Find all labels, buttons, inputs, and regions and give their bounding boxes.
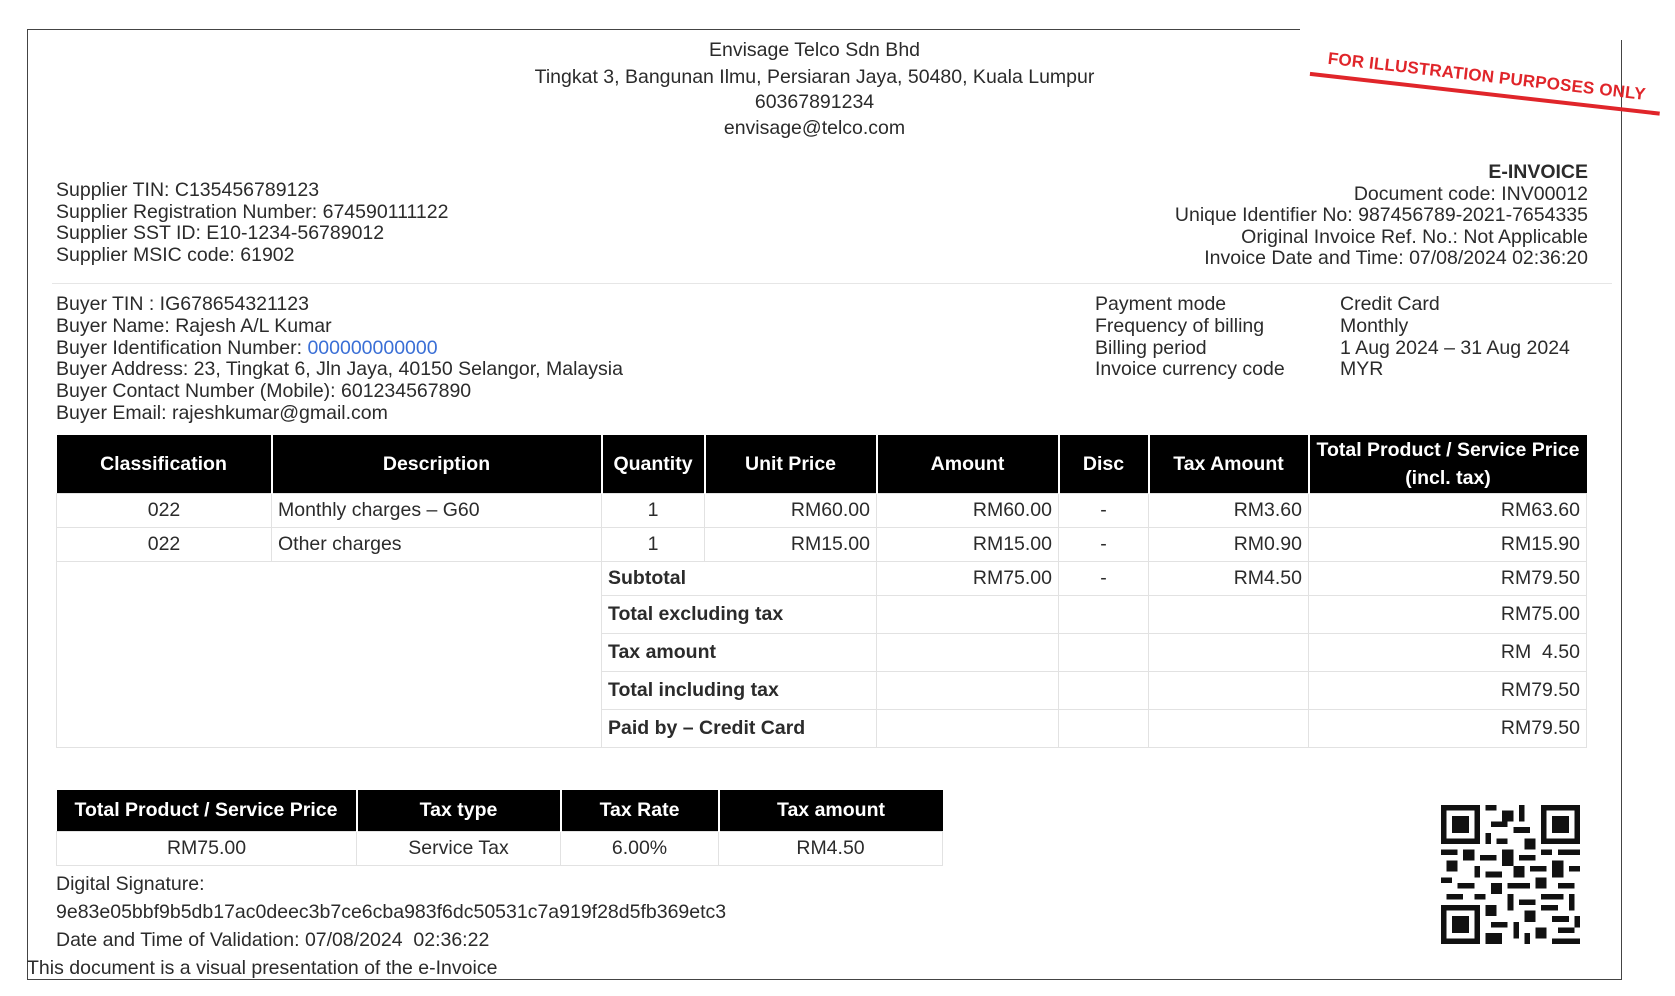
empty-cell <box>1149 634 1309 672</box>
invoice-meta <box>1175 162 1588 270</box>
empty-cell <box>877 672 1059 710</box>
summary-label: Total excluding tax <box>602 596 877 634</box>
table-row <box>57 494 1587 528</box>
empty-cell <box>1149 672 1309 710</box>
subtotal-disc: - <box>1059 562 1149 596</box>
cell-total: RM63.60 <box>1309 494 1587 528</box>
payment-row <box>1095 338 1570 360</box>
invoice-title: E-INVOICE <box>1488 161 1588 183</box>
summary-label: Paid by – Credit Card <box>602 710 877 748</box>
cell-total: RM15.90 <box>1309 528 1587 562</box>
company-name: Envisage Telco Sdn Bhd <box>708 39 921 61</box>
tax-col-header: Tax type <box>357 790 561 832</box>
empty-cell <box>877 634 1059 672</box>
summary-value: RM 4.50 <box>1309 634 1587 672</box>
summary-label: Tax amount <box>602 634 877 672</box>
payment-label: Invoice currency code <box>1095 358 1285 381</box>
cell-disc: - <box>1059 528 1149 562</box>
tax-cell-price: RM75.00 <box>57 832 357 866</box>
payment-label: Billing period <box>1095 336 1207 359</box>
unique-identifier: Unique Identifier No: 987456789-2021-7654335 <box>1174 204 1588 226</box>
cell-classification: 022 <box>57 494 272 528</box>
empty-cell <box>1149 596 1309 634</box>
illustration-stamp: FOR ILLUSTRATION PURPOSES ONLY <box>1310 47 1663 116</box>
cell-unit-price: RM15.00 <box>705 528 877 562</box>
buyer-email: Buyer Email: rajeshkumar@gmail.com <box>56 401 388 424</box>
empty-cell <box>1059 710 1149 748</box>
blank-area <box>57 562 602 748</box>
tax-col-header: Total Product / Service Price <box>57 790 357 832</box>
cell-quantity: 1 <box>602 494 705 528</box>
supplier-tin: Supplier TIN: C135456789123 <box>56 179 320 201</box>
invoice-datetime: Invoice Date and Time: 07/08/2024 02:36:20 <box>1204 247 1588 269</box>
supplier-registration: Supplier Registration Number: 674590111122 <box>56 200 449 223</box>
document-code: Document code: INV00012 <box>1353 182 1588 205</box>
buyer-id-link[interactable]: 000000000000 <box>307 336 438 359</box>
signature-value: 9e83e05bbf9b5db17ac0deec3b7ce6cba983f6dc50531c7a919f28d5fb369etc3 <box>56 901 727 923</box>
empty-cell <box>877 596 1059 634</box>
cell-tax-amount: RM0.90 <box>1149 528 1309 562</box>
subtotal-row <box>57 562 1587 596</box>
col-header: Unit Price <box>705 435 877 494</box>
buyer-tin: Buyer TIN : IG678654321123 <box>56 293 309 315</box>
qr-code <box>1441 804 1580 945</box>
supplier-info <box>56 180 448 266</box>
buyer-address: Buyer Address: 23, Tingkat 6, Jln Jaya, 40150 Selangor, Malaysia <box>56 358 623 381</box>
payment-row <box>1095 316 1570 338</box>
payment-info <box>1095 294 1570 381</box>
col-header: Classification <box>57 435 272 494</box>
section-divider <box>52 283 1612 284</box>
cell-quantity: 1 <box>602 528 705 562</box>
tax-summary-table <box>56 790 943 866</box>
tax-cell-amount: RM4.50 <box>719 832 943 866</box>
col-header: Quantity <box>602 435 705 494</box>
supplier-msic: Supplier MSIC code: 61902 <box>56 243 295 266</box>
empty-cell <box>877 710 1059 748</box>
original-invoice-ref: Original Invoice Ref. No.: Not Applicable <box>1241 225 1588 248</box>
validation-datetime: Date and Time of Validation: 07/08/2024 02:36:22 <box>56 929 490 951</box>
subtotal-amount: RM75.00 <box>877 562 1059 596</box>
empty-cell <box>1059 596 1149 634</box>
buyer-identification <box>56 338 623 360</box>
cell-classification: 022 <box>57 528 272 562</box>
empty-cell <box>1059 634 1149 672</box>
payment-value: MYR <box>1340 358 1384 381</box>
empty-cell <box>1149 710 1309 748</box>
buyer-contact: Buyer Contact Number (Mobile): 601234567890 <box>56 380 472 403</box>
payment-value: Credit Card <box>1340 293 1440 315</box>
payment-label: Frequency of billing <box>1095 314 1265 337</box>
footer <box>27 870 727 982</box>
cell-tax-amount: RM3.60 <box>1149 494 1309 528</box>
col-header: Disc <box>1059 435 1149 494</box>
payment-value: Monthly <box>1340 314 1409 337</box>
payment-label: Payment mode <box>1095 293 1227 315</box>
company-email: envisage@telco.com <box>723 117 906 139</box>
tax-col-header: Tax amount <box>719 790 943 832</box>
payment-row <box>1095 294 1570 316</box>
summary-value: RM79.50 <box>1309 710 1587 748</box>
footer-note: This document is a visual presentation of the e-Invoice <box>27 957 498 979</box>
col-header: Tax Amount <box>1149 435 1309 494</box>
col-header: Total Product / Service Price (incl. tax) <box>1309 435 1587 494</box>
tax-cell-rate: 6.00% <box>561 832 719 866</box>
tax-col-header: Tax Rate <box>561 790 719 832</box>
signature-label: Digital Signature: <box>56 873 205 895</box>
cell-description: Monthly charges – G60 <box>272 494 602 528</box>
company-address: Tingkat 3, Bangunan Ilmu, Persiaran Jaya, 50480, Kuala Lumpur <box>534 66 1095 88</box>
cell-description: Other charges <box>272 528 602 562</box>
subtotal-tax: RM4.50 <box>1149 562 1309 596</box>
tax-cell-type: Service Tax <box>357 832 561 866</box>
payment-value: 1 Aug 2024 – 31 Aug 2024 <box>1340 336 1570 359</box>
supplier-sst: Supplier SST ID: E10-1234-56789012 <box>56 222 385 244</box>
frame-gap <box>1300 20 1630 40</box>
tax-row <box>57 832 943 866</box>
cell-unit-price: RM60.00 <box>705 494 877 528</box>
col-header: Description <box>272 435 602 494</box>
buyer-id-label: Buyer Identification Number: <box>56 336 308 359</box>
company-phone: 60367891234 <box>754 91 875 113</box>
subtotal-label: Subtotal <box>602 562 877 596</box>
tax-header-row <box>57 790 943 832</box>
cell-amount: RM15.00 <box>877 528 1059 562</box>
empty-cell <box>1059 672 1149 710</box>
buyer-info <box>56 294 623 425</box>
cell-disc: - <box>1059 494 1149 528</box>
col-header: Amount <box>877 435 1059 494</box>
line-items-table <box>56 435 1587 748</box>
table-header-row <box>57 435 1587 494</box>
subtotal-total: RM79.50 <box>1309 562 1587 596</box>
payment-row <box>1095 359 1570 381</box>
cell-amount: RM60.00 <box>877 494 1059 528</box>
summary-label: Total including tax <box>602 672 877 710</box>
table-row <box>57 528 1587 562</box>
summary-value: RM75.00 <box>1309 596 1587 634</box>
summary-value: RM79.50 <box>1309 672 1587 710</box>
buyer-name: Buyer Name: Rajesh A/L Kumar <box>56 314 332 337</box>
